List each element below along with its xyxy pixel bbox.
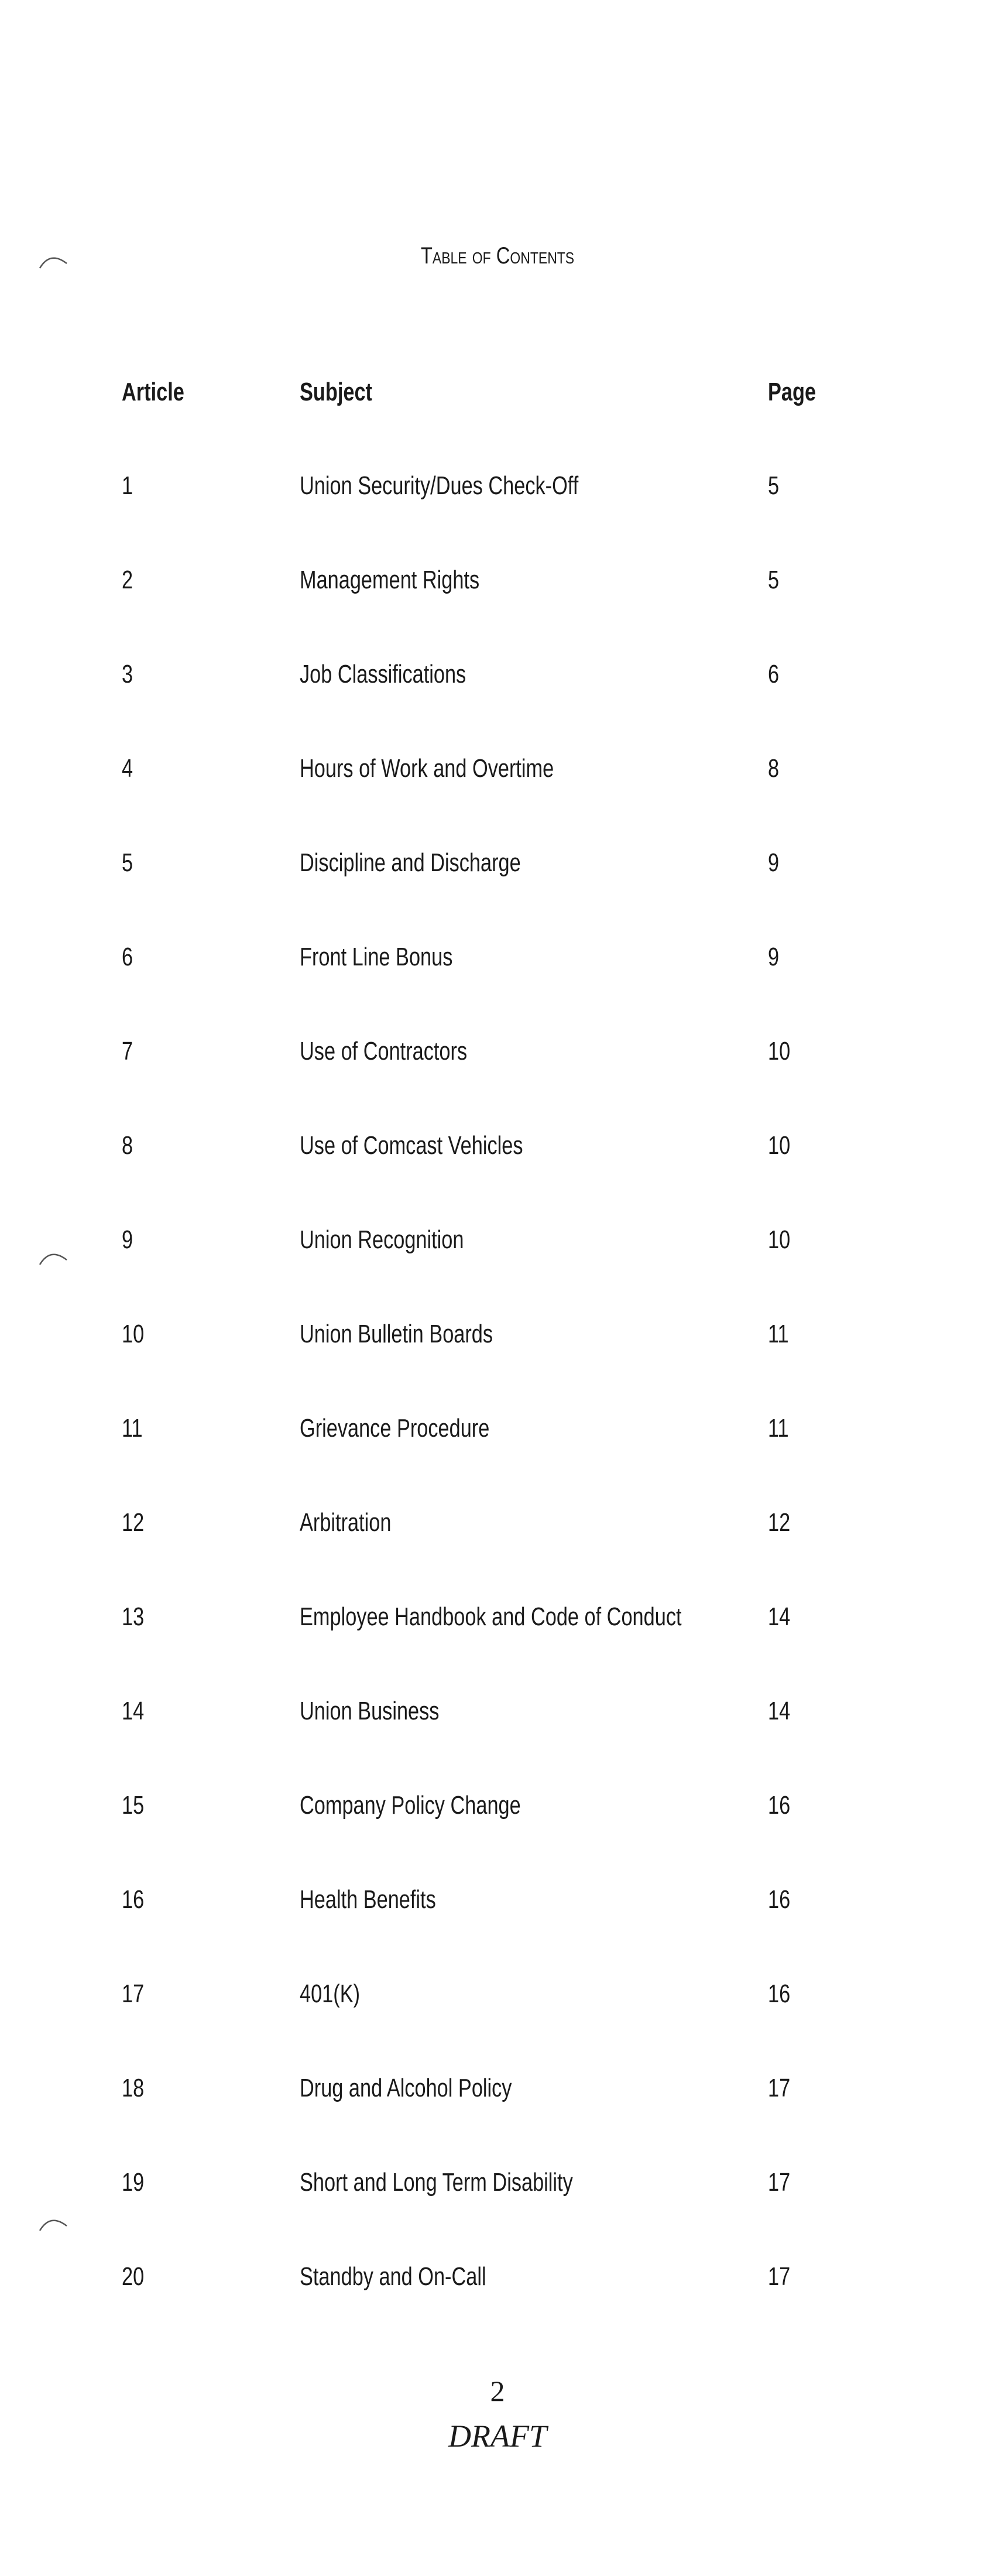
toc-article-number: 8	[122, 1131, 133, 1160]
toc-subject: Union Recognition	[300, 1225, 464, 1254]
toc-row	[0, 754, 995, 801]
punch-hole-mark-icon	[36, 245, 71, 280]
toc-subject: Discipline and Discharge	[300, 848, 521, 877]
column-header-article: Article	[122, 378, 184, 406]
toc-article-number: 19	[122, 2168, 145, 2197]
toc-page-number: 6	[768, 660, 780, 688]
toc-subject: Union Business	[300, 1697, 440, 1725]
toc-subject: Grievance Procedure	[300, 1414, 490, 1443]
toc-article-number: 5	[122, 848, 133, 877]
toc-page-number: 17	[768, 2168, 791, 2197]
toc-subject: Management Rights	[300, 566, 480, 594]
draft-watermark: DRAFT	[448, 2419, 547, 2454]
toc-subject: Union Bulletin Boards	[300, 1320, 493, 1348]
toc-article-number: 12	[122, 1508, 145, 1537]
toc-subject: Use of Contractors	[300, 1037, 468, 1066]
toc-article-number: 1	[122, 471, 133, 500]
toc-article-number: 11	[122, 1414, 143, 1443]
toc-row	[0, 943, 995, 989]
toc-page-number: 17	[768, 2262, 791, 2291]
page-title: Table of Contents	[420, 243, 575, 269]
toc-row	[0, 1979, 995, 2026]
toc-page-number: 16	[768, 1885, 791, 1914]
toc-article-number: 10	[122, 1320, 145, 1348]
toc-subject: Hours of Work and Overtime	[300, 754, 554, 783]
toc-row	[0, 2074, 995, 2121]
toc-page-number: 16	[768, 1791, 791, 1820]
toc-subject: Use of Comcast Vehicles	[300, 1131, 523, 1160]
toc-subject: Health Benefits	[300, 1885, 436, 1914]
toc-row	[0, 1885, 995, 1932]
toc-page-number: 9	[768, 848, 780, 877]
toc-article-number: 2	[122, 566, 133, 594]
toc-article-number: 16	[122, 1885, 145, 1914]
toc-row	[0, 2262, 995, 2309]
toc-row	[0, 1697, 995, 1743]
toc-subject: Company Policy Change	[300, 1791, 521, 1820]
toc-page-number: 5	[768, 566, 780, 594]
toc-row	[0, 1225, 995, 1272]
toc-article-number: 9	[122, 1225, 133, 1254]
toc-row	[0, 1414, 995, 1461]
toc-page-number: 5	[768, 471, 780, 500]
toc-article-number: 18	[122, 2074, 145, 2102]
toc-row	[0, 1508, 995, 1555]
toc-row	[0, 1131, 995, 1178]
toc-subject: 401(K)	[300, 1979, 361, 2008]
toc-row	[0, 2168, 995, 2215]
toc-header-row	[0, 378, 995, 424]
toc-article-number: 14	[122, 1697, 145, 1725]
toc-page-number: 9	[768, 943, 780, 971]
page-number: 2	[490, 2375, 505, 2407]
toc-page-number: 11	[768, 1414, 789, 1443]
toc-page-number: 12	[768, 1508, 791, 1537]
toc-article-number: 7	[122, 1037, 133, 1066]
toc-row	[0, 1320, 995, 1366]
toc-subject: Job Classifications	[300, 660, 466, 688]
toc-row	[0, 1791, 995, 1838]
toc-page-number: 11	[768, 1320, 789, 1348]
column-header-page: Page	[768, 378, 816, 406]
toc-row	[0, 848, 995, 895]
toc-subject: Standby and On-Call	[300, 2262, 486, 2291]
column-header-subject: Subject	[300, 378, 372, 406]
toc-article-number: 6	[122, 943, 133, 971]
toc-page-number: 17	[768, 2074, 791, 2102]
toc-row	[0, 660, 995, 707]
toc-subject: Employee Handbook and Code of Conduct	[300, 1602, 682, 1631]
toc-row	[0, 566, 995, 612]
toc-subject: Arbitration	[300, 1508, 392, 1537]
toc-article-number: 3	[122, 660, 133, 688]
toc-subject: Front Line Bonus	[300, 943, 453, 971]
toc-subject: Drug and Alcohol Policy	[300, 2074, 512, 2102]
toc-article-number: 17	[122, 1979, 145, 2008]
toc-page-number: 10	[768, 1131, 791, 1160]
toc-row	[0, 471, 995, 518]
toc-page-number: 14	[768, 1602, 791, 1631]
toc-page-number: 16	[768, 1979, 791, 2008]
toc-article-number: 15	[122, 1791, 145, 1820]
toc-subject: Short and Long Term Disability	[300, 2168, 573, 2197]
toc-page-number: 14	[768, 1697, 791, 1725]
toc-page-number: 8	[768, 754, 780, 783]
toc-article-number: 20	[122, 2262, 145, 2291]
toc-page-number: 10	[768, 1037, 791, 1066]
toc-article-number: 4	[122, 754, 133, 783]
toc-subject: Union Security/Dues Check-Off	[300, 471, 579, 500]
toc-article-number: 13	[122, 1602, 145, 1631]
toc-row	[0, 1602, 995, 1649]
toc-row	[0, 1037, 995, 1084]
toc-page-number: 10	[768, 1225, 791, 1254]
